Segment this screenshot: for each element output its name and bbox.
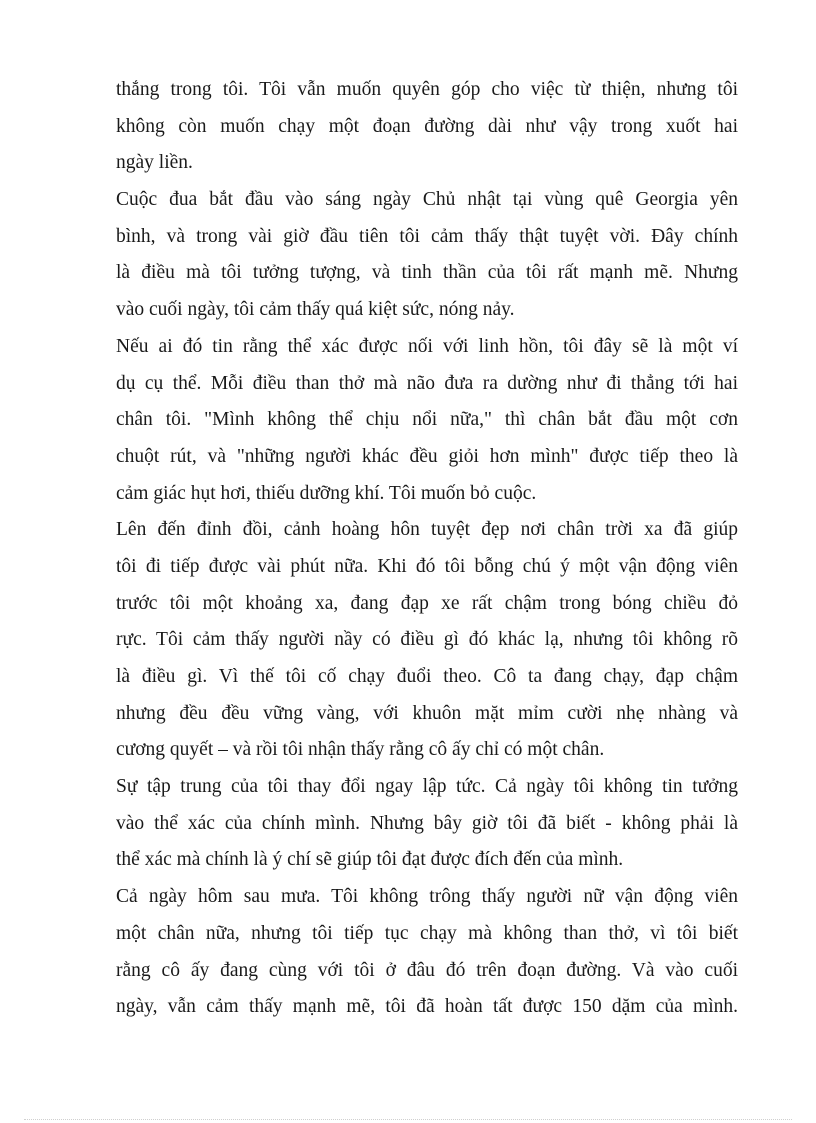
text-line: tôi đi tiếp được vài phút nữa. Khi đó tôi bỗng chú ý một vận động viên — [116, 555, 738, 577]
text-line: không còn muốn chạy một đoạn đường dài như vậy trong xuốt hai — [116, 115, 738, 137]
text-line: một chân nữa, nhưng tôi tiếp tục chạy mà không than thở, vì tôi biết — [116, 922, 738, 944]
text-line: nhưng đều đều vững vàng, với khuôn mặt mỉm cười nhẹ nhàng và — [116, 702, 738, 724]
text-line: bình, và trong vài giờ đầu tiên tôi cảm thấy thật tuyệt vời. Đây chính — [116, 225, 738, 247]
text-line: dụ cụ thể. Mỗi điều than thở mà não đưa ra dường như đi thẳng tới hai — [116, 372, 738, 394]
text-line: ngày, vẫn cảm thấy mạnh mẽ, tôi đã hoàn tất được 150 dặm của mình. — [116, 996, 738, 1018]
text-line: ngày liền. — [116, 152, 193, 174]
text-line: Cuộc đua bắt đầu vào sáng ngày Chủ nhật tại vùng quê Georgia yên — [116, 189, 738, 211]
text-line: trước tôi một khoảng xa, đang đạp xe rất chậm trong bóng chiều đỏ — [116, 592, 738, 614]
text-line: cảm giác hụt hơi, thiếu dưỡng khí. Tôi muốn bỏ cuộc. — [116, 482, 537, 504]
text-line: vào cuối ngày, tôi cảm thấy quá kiệt sức, nóng nảy. — [116, 299, 515, 321]
text-line: Nếu ai đó tin rằng thể xác được nối với linh hồn, tôi đây sẽ là một ví — [116, 335, 738, 357]
text-line: cương quyết – và rồi tôi nhận thấy rằng cô ấy chỉ có một chân. — [116, 739, 605, 761]
text-line: chân tôi. "Mình không thể chịu nổi nữa," thì chân bắt đầu một cơn — [116, 409, 738, 431]
body-text — [116, 72, 738, 1026]
text-line: rực. Tôi cảm thấy người nầy có điều gì đó khác lạ, nhưng tôi không rõ — [116, 629, 738, 651]
text-line: Cả ngày hôm sau mưa. Tôi không trông thấy người nữ vận động viên — [116, 886, 738, 908]
text-line: thể xác mà chính là ý chí sẽ giúp tôi đạt được đích đến của mình. — [116, 849, 624, 871]
text-line: rằng cô ấy đang cùng với tôi ở đâu đó trên đoạn đường. Và vào cuối — [116, 959, 738, 981]
text-line: là điều gì. Vì thế tôi cố chạy đuổi theo. Cô ta đang chạy, đạp chậm — [116, 666, 738, 687]
page-bottom-rule — [24, 1119, 792, 1120]
text-line: thắng trong tôi. Tôi vẫn muốn quyên góp cho việc từ thiện, nhưng tôi — [116, 79, 738, 100]
text-line: là điều mà tôi tưởng tượng, và tinh thần của tôi rất mạnh mẽ. Nhưng — [116, 262, 738, 284]
text-line: vào thể xác của chính mình. Nhưng bây giờ tôi đã biết - không phải là — [116, 812, 738, 834]
text-line: chuột rút, và "những người khác đều giỏi hơn mình" được tiếp theo là — [116, 445, 738, 467]
text-line: Lên đến đỉnh đồi, cảnh hoàng hôn tuyệt đẹp nơi chân trời xa đã giúp — [116, 519, 738, 541]
text-line: Sự tập trung của tôi thay đổi ngay lập tức. Cả ngày tôi không tin tưởng — [116, 776, 738, 798]
